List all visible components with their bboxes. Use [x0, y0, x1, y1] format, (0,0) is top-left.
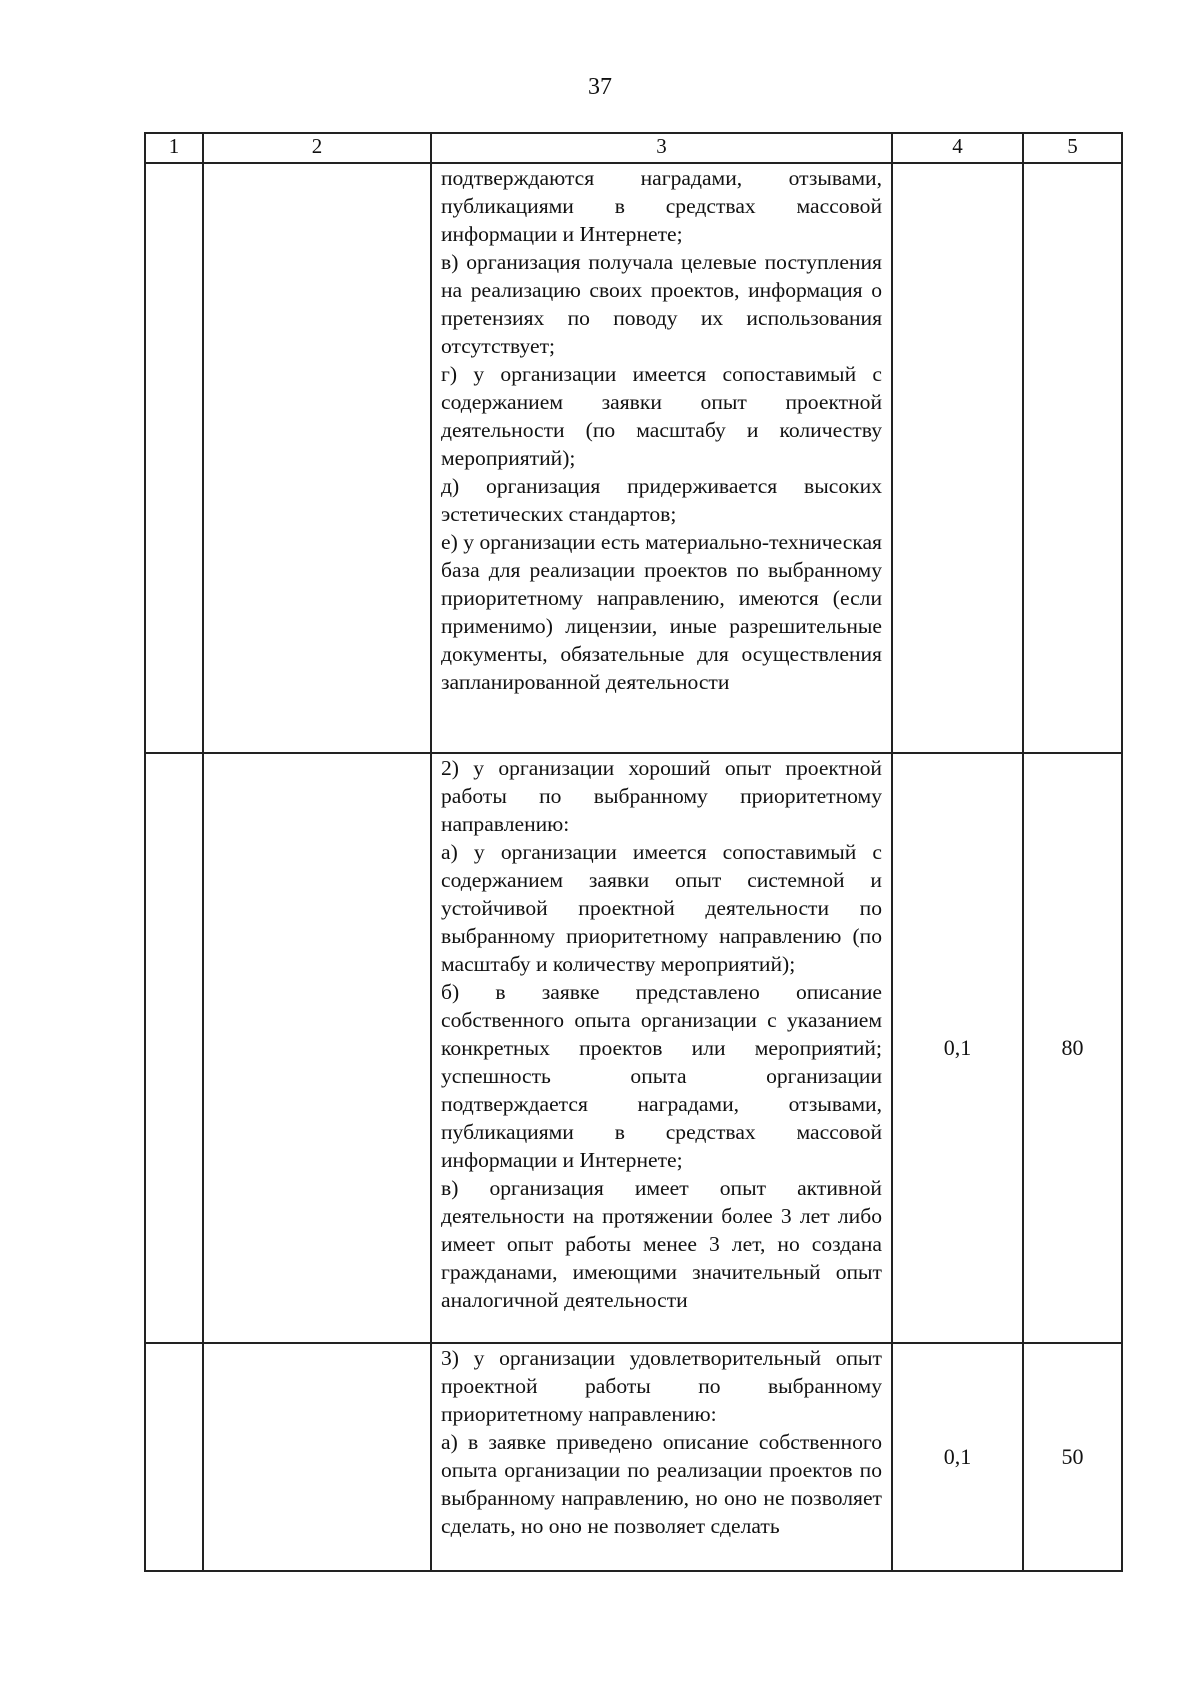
row3-score: 50 [1023, 1343, 1122, 1571]
table-row [145, 1343, 1122, 1571]
row3-description [431, 1343, 892, 1571]
paragraph: г) у организации имеется сопоставимый с содержанием заявки опыт проектной деятельности (по масштабу и количеству мероприятий); [441, 362, 882, 470]
paragraph: д) организация придерживается высоких эстетических стандартов; [441, 474, 882, 526]
row2-score: 80 [1023, 753, 1122, 1343]
header-col-5: 5 [1023, 133, 1122, 163]
paragraph: 2) у организации хороший опыт проектной работы по выбранному приоритетному направлению: [441, 756, 882, 836]
table-row [145, 163, 1122, 753]
header-col-1: 1 [145, 133, 203, 163]
table-row [145, 753, 1122, 1343]
row1-weight [892, 163, 1023, 753]
row1-col2 [203, 163, 431, 753]
row1-description [431, 163, 892, 753]
table-header-row [145, 133, 1122, 163]
criteria-table [144, 132, 1123, 1572]
paragraph: в) организация имеет опыт активной деятельности на протяжении более 3 лет либо имеет опыт работы менее 3 лет, но создана гражданами, имеющими значительный опыт аналогичной деятельности [441, 1176, 882, 1312]
page-number: 37 [588, 74, 612, 100]
row2-col1 [145, 753, 203, 1343]
row3-weight: 0,1 [892, 1343, 1023, 1571]
row2-description [431, 753, 892, 1343]
paragraph: подтверждаются наградами, отзывами, публикациями в средствах массовой информации и Интернете; [441, 166, 882, 246]
row1-col1 [145, 163, 203, 753]
paragraph: в) организация получала целевые поступления на реализацию своих проектов, информация о претензиях по поводу их использования отсутствует; [441, 250, 882, 358]
row2-weight: 0,1 [892, 753, 1023, 1343]
header-col-3: 3 [431, 133, 892, 163]
paragraph: б) в заявке представлено описание собственного опыта организации с указанием конкретных проектов или мероприятий; успешность опыта организации подтверждается наградами, отзывами, публикациями в средствах массовой информации и Интернете; [441, 980, 882, 1172]
header-col-2: 2 [203, 133, 431, 163]
paragraph: 3) у организации удовлетворительный опыт проектной работы по выбранному приоритетному направлению: [441, 1346, 882, 1426]
row1-score [1023, 163, 1122, 753]
paragraph: а) в заявке приведено описание собственного опыта организации по реализации проектов по выбранному направлению, но оно не позволяет сделать, но оно не позволяет сделать [441, 1430, 882, 1538]
header-col-4: 4 [892, 133, 1023, 163]
row3-col2 [203, 1343, 431, 1571]
paragraph: а) у организации имеется сопоставимый с содержанием заявки опыт системной и устойчивой проектной деятельности по выбранному приоритетному направлению (по масштабу и количеству мероприятий); [441, 840, 882, 976]
row3-col1 [145, 1343, 203, 1571]
paragraph: е) у организации есть материально-техническая база для реализации проектов по выбранному приоритетному направлению, имеются (если применимо) лицензии, иные разрешительные документы, обязательные для осуществления запланированной деятельности [441, 530, 882, 694]
row2-col2 [203, 753, 431, 1343]
